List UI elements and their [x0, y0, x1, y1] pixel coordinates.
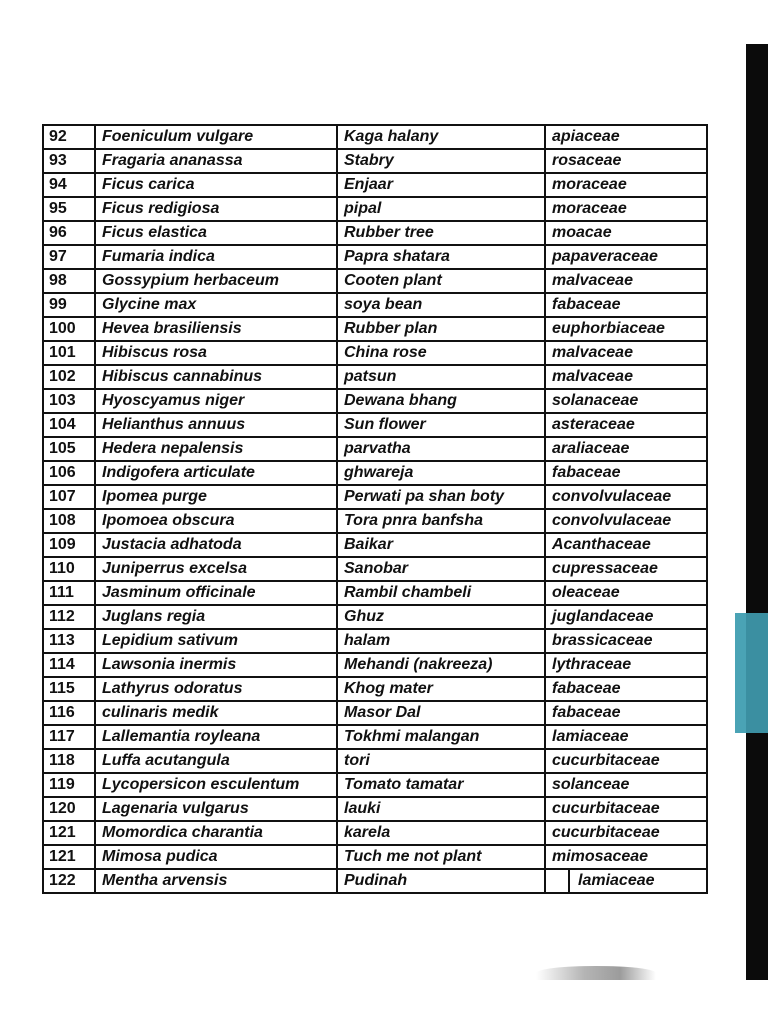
family-name: papaveraceae: [545, 245, 707, 269]
local-name: halam: [337, 629, 545, 653]
botanical-name: Hibiscus cannabinus: [95, 365, 337, 389]
table-row: [43, 125, 707, 149]
table-row: [43, 293, 707, 317]
local-name: Tuch me not plant: [337, 845, 545, 869]
family-name: oleaceae: [545, 581, 707, 605]
family-name: apiaceae: [545, 125, 707, 149]
botanical-name: Fragaria ananassa: [95, 149, 337, 173]
row-number: 97: [43, 245, 95, 269]
row-number: 104: [43, 413, 95, 437]
row-number: 121: [43, 821, 95, 845]
row-number: 113: [43, 629, 95, 653]
table-row: [43, 821, 707, 845]
table-row: [43, 197, 707, 221]
local-name: Dewana bhang: [337, 389, 545, 413]
family-name: malvaceae: [545, 341, 707, 365]
row-number: 118: [43, 749, 95, 773]
local-name: Rubber plan: [337, 317, 545, 341]
table-row: [43, 365, 707, 389]
local-name: Tokhmi malangan: [337, 725, 545, 749]
row-number: 110: [43, 557, 95, 581]
family-name: moraceae: [545, 197, 707, 221]
table-row: [43, 485, 707, 509]
row-number: 114: [43, 653, 95, 677]
local-name: karela: [337, 821, 545, 845]
family-name: cupressaceae: [545, 557, 707, 581]
table-row: [43, 317, 707, 341]
family-name-text: lamiaceae: [578, 872, 655, 889]
right-accent-inner: [746, 613, 768, 733]
local-name: soya bean: [337, 293, 545, 317]
family-name: cucurbitaceae: [545, 797, 707, 821]
botanical-name: Gossypium herbaceum: [95, 269, 337, 293]
local-name: Papra shatara: [337, 245, 545, 269]
family-name: lamiaceae: [545, 725, 707, 749]
table-row: [43, 773, 707, 797]
botanical-name: Hevea brasiliensis: [95, 317, 337, 341]
family-name: euphorbiaceae: [545, 317, 707, 341]
right-edge-strip: [746, 44, 768, 980]
local-name: Mehandi (nakreeza): [337, 653, 545, 677]
table-row: [43, 221, 707, 245]
local-name: Sanobar: [337, 557, 545, 581]
family-name: fabaceae: [545, 293, 707, 317]
botanical-name: Lallemantia royleana: [95, 725, 337, 749]
family-name: fabaceae: [545, 701, 707, 725]
family-name: cucurbitaceae: [545, 821, 707, 845]
row-number: 105: [43, 437, 95, 461]
local-name: Kaga halany: [337, 125, 545, 149]
table-row: [43, 845, 707, 869]
table-row: [43, 149, 707, 173]
local-name: ghwareja: [337, 461, 545, 485]
botanical-name: Ficus elastica: [95, 221, 337, 245]
botanical-name: Hibiscus rosa: [95, 341, 337, 365]
table-row: [43, 245, 707, 269]
table-row: [43, 509, 707, 533]
botanical-name: Hedera nepalensis: [95, 437, 337, 461]
table-row: [43, 269, 707, 293]
local-name: pipal: [337, 197, 545, 221]
family-name: convolvulaceae: [545, 509, 707, 533]
family-name: juglandaceae: [545, 605, 707, 629]
family-name: brassicaceae: [545, 629, 707, 653]
family-name: asteraceae: [545, 413, 707, 437]
row-number: 106: [43, 461, 95, 485]
local-name: China rose: [337, 341, 545, 365]
local-name: Baikar: [337, 533, 545, 557]
row-number: 93: [43, 149, 95, 173]
row-number: 100: [43, 317, 95, 341]
botanical-name: Ficus redigiosa: [95, 197, 337, 221]
family-name: mimosaceae: [545, 845, 707, 869]
local-name: Pudinah: [337, 869, 545, 893]
botanical-name: Ipomoea obscura: [95, 509, 337, 533]
family-name: araliaceae: [545, 437, 707, 461]
table-row: [43, 869, 707, 893]
table-row: [43, 413, 707, 437]
family-name: lythraceae: [545, 653, 707, 677]
botanical-name: Ficus carica: [95, 173, 337, 197]
family-name: solanceae: [545, 773, 707, 797]
botanical-name: Lycopersicon esculentum: [95, 773, 337, 797]
row-number: 115: [43, 677, 95, 701]
row-number: 92: [43, 125, 95, 149]
table-row: [43, 173, 707, 197]
local-name: Masor Dal: [337, 701, 545, 725]
row-number: 96: [43, 221, 95, 245]
family-name: Acanthaceae: [545, 533, 707, 557]
botanical-name: Luffa acutangula: [95, 749, 337, 773]
table-row: [43, 749, 707, 773]
family-name: moraceae: [545, 173, 707, 197]
row-number: 111: [43, 581, 95, 605]
row-number: 102: [43, 365, 95, 389]
row-number: 119: [43, 773, 95, 797]
table-row: [43, 581, 707, 605]
botanical-name: Lepidium sativum: [95, 629, 337, 653]
botanical-name: Mimosa pudica: [95, 845, 337, 869]
row-number: 122: [43, 869, 95, 893]
local-name: Rambil chambeli: [337, 581, 545, 605]
family-name: fabaceae: [545, 677, 707, 701]
local-name: Sun flower: [337, 413, 545, 437]
table-row: [43, 653, 707, 677]
row-number: 98: [43, 269, 95, 293]
family-name: moacae: [545, 221, 707, 245]
botanical-name: Lathyrus odoratus: [95, 677, 337, 701]
local-name: Khog mater: [337, 677, 545, 701]
botanical-name: Momordica charantia: [95, 821, 337, 845]
botanical-name: Juglans regia: [95, 605, 337, 629]
row-number: 108: [43, 509, 95, 533]
family-name: cucurbitaceae: [545, 749, 707, 773]
family-name: malvaceae: [545, 269, 707, 293]
botanical-name: Fumaria indica: [95, 245, 337, 269]
row-number: 109: [43, 533, 95, 557]
botanical-name: Hyoscyamus niger: [95, 389, 337, 413]
botanical-name: Justacia adhatoda: [95, 533, 337, 557]
botanical-name: Jasminum officinale: [95, 581, 337, 605]
row-number: 95: [43, 197, 95, 221]
family-name: solanaceae: [545, 389, 707, 413]
row-number: 112: [43, 605, 95, 629]
table-row: [43, 725, 707, 749]
local-name: patsun: [337, 365, 545, 389]
botanical-name: Mentha arvensis: [95, 869, 337, 893]
local-name: Cooten plant: [337, 269, 545, 293]
local-name: parvatha: [337, 437, 545, 461]
local-name: Rubber tree: [337, 221, 545, 245]
plant-table: [42, 124, 708, 894]
table-row: [43, 461, 707, 485]
table-row: [43, 677, 707, 701]
row-number: 120: [43, 797, 95, 821]
plant-table-body: [43, 125, 707, 893]
table-row: [43, 437, 707, 461]
botanical-name: Foeniculum vulgare: [95, 125, 337, 149]
local-name: Tora pnra banfsha: [337, 509, 545, 533]
row-number: 107: [43, 485, 95, 509]
row-number: 101: [43, 341, 95, 365]
botanical-name: Ipomea purge: [95, 485, 337, 509]
local-name: Perwati pa shan boty: [337, 485, 545, 509]
local-name: Enjaar: [337, 173, 545, 197]
family-name: [545, 869, 707, 893]
family-name: convolvulaceae: [545, 485, 707, 509]
row-number: 103: [43, 389, 95, 413]
local-name: lauki: [337, 797, 545, 821]
cell-divider: [546, 870, 570, 892]
botanical-name: Lagenaria vulgarus: [95, 797, 337, 821]
row-number: 94: [43, 173, 95, 197]
local-name: Tomato tamatar: [337, 773, 545, 797]
table-row: [43, 389, 707, 413]
row-number: 116: [43, 701, 95, 725]
botanical-name: Juniperrus excelsa: [95, 557, 337, 581]
botanical-name: culinaris medik: [95, 701, 337, 725]
table-row: [43, 629, 707, 653]
local-name: Stabry: [337, 149, 545, 173]
table-row: [43, 557, 707, 581]
botanical-name: Helianthus annuus: [95, 413, 337, 437]
table-row: [43, 605, 707, 629]
local-name: Ghuz: [337, 605, 545, 629]
row-number: 117: [43, 725, 95, 749]
row-number: 99: [43, 293, 95, 317]
table-row: [43, 797, 707, 821]
plant-table-sheet: [42, 124, 706, 894]
botanical-name: Indigofera articulate: [95, 461, 337, 485]
table-row: [43, 341, 707, 365]
scan-smudge: [536, 966, 656, 980]
local-name: tori: [337, 749, 545, 773]
table-row: [43, 701, 707, 725]
botanical-name: Lawsonia inermis: [95, 653, 337, 677]
botanical-name: Glycine max: [95, 293, 337, 317]
family-name: malvaceae: [545, 365, 707, 389]
table-row: [43, 533, 707, 557]
row-number: 121: [43, 845, 95, 869]
family-name: rosaceae: [545, 149, 707, 173]
family-name: fabaceae: [545, 461, 707, 485]
